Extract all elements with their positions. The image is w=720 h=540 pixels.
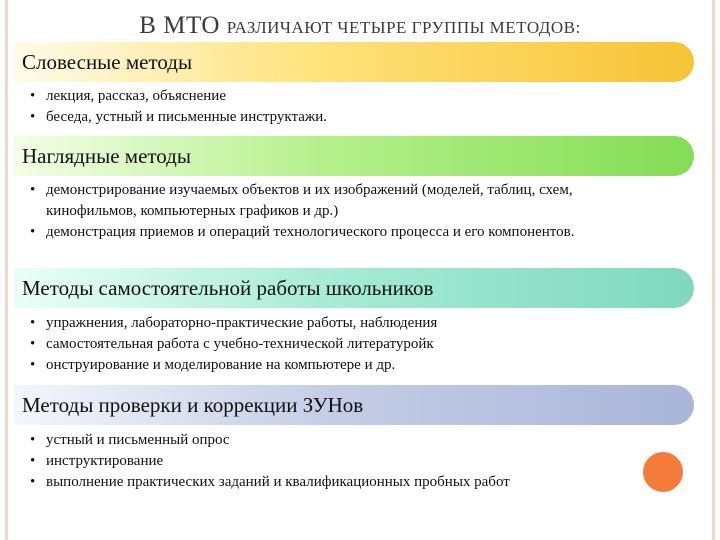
list-item: • онструирование и моделирование на компьютере и др.	[30, 355, 660, 376]
list-item: • самостоятельная работа с учебно-технической литературойк	[30, 334, 660, 355]
list-item: • упражнения, лабораторно-практические работы, наблюдения	[30, 313, 660, 334]
list-item: • демонстрирование изучаемых объектов и их изображений (моделей, таблиц, схем, кинофильмов, компьютерных графиков и др.)	[30, 180, 660, 222]
slide-frame-left	[5, 0, 8, 540]
group-list-assessment	[30, 430, 660, 493]
decorative-circle	[643, 452, 683, 492]
group-heading-visual: Наглядные методы	[14, 136, 694, 176]
group-list-independent-work	[30, 313, 660, 376]
group-heading-assessment: Методы проверки и коррекции ЗУНов	[14, 385, 694, 425]
slide-frame-right	[712, 0, 715, 540]
list-item: • беседа, устный и письменные инструктажи.	[30, 107, 660, 128]
slide-title-rest: РАЗЛИЧАЮТ ЧЕТЫРЕ ГРУППЫ МЕТОДОВ:	[226, 18, 581, 37]
slide-title-lead: В МТО	[139, 12, 227, 39]
group-list-visual	[30, 180, 660, 243]
group-list-verbal	[30, 86, 660, 128]
group-heading-independent-work: Методы самостоятельной работы школьников	[14, 268, 694, 308]
list-item: • демонстрация приемов и операций технологического процесса и его компонентов.	[30, 222, 660, 243]
list-item: • инструктирование	[30, 451, 660, 472]
list-item: • устный и письменный опрос	[30, 430, 660, 451]
slide-title	[0, 12, 720, 40]
list-item: • выполнение практических заданий и квалификационных пробных работ	[30, 472, 660, 493]
group-heading-verbal: Словесные методы	[14, 42, 694, 82]
list-item: • лекция, рассказ, объяснение	[30, 86, 660, 107]
